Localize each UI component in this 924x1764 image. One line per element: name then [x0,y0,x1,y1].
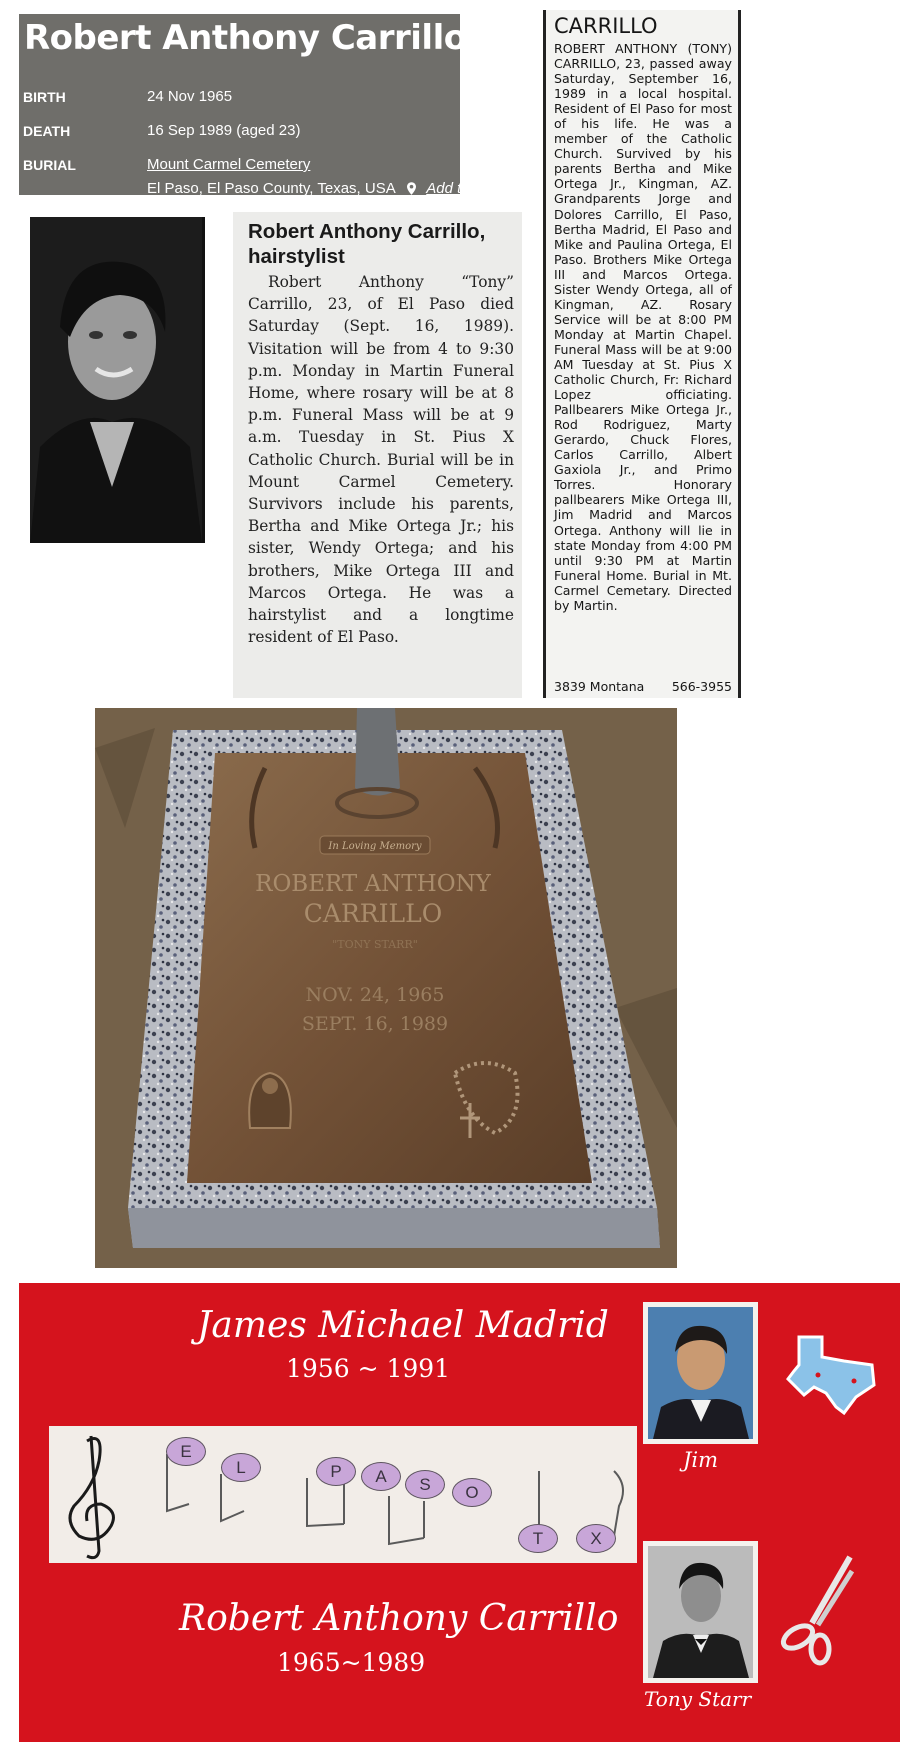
obituary-1-body: Robert Anthony “Tony” Carrillo, 23, of El Paso died Saturday (Sept. 16, 1989). Visitation will be from 4 to 9:30 p.m. Monday in Martin Funeral Home, where rosary will be at 8 p.m. Funeral Mass will be at 9 a.m. Tuesday in St. Pius X Catholic Church. Burial will be in Mount Carmel Cemetery. Survivors include his parents, Bertha and Mike Ortega Jr.; his sister, Wendy Ortega; and his brothers, Mike Ortega III and Marcos Ortega. He was a hairstylist and a longtime resident of El Paso. [248,273,514,647]
quilt-photo-jim [643,1302,758,1444]
note-letter: S [405,1470,445,1499]
note-letter: L [221,1453,261,1482]
marker-death-date: SEPT. 16, 1989 [301,1013,449,1035]
birth-label: BIRTH [23,89,66,105]
note-letter: A [361,1462,401,1491]
map-pin-icon [407,182,416,195]
quilt-years-1: 1956 ~ 1991 [286,1354,451,1383]
texas-shape-icon [784,1335,879,1415]
note-letter: O [452,1478,492,1507]
quilt-caption-jim: Jim [683,1448,719,1472]
obituary-2-heading: CARRILLO [554,14,658,38]
cemetery-link[interactable]: Mount Carmel Cemetery [147,156,311,173]
note-letter: T [518,1524,558,1553]
funeral-home-phone: 566-3955 [671,679,732,694]
portrait-illustration [30,217,202,543]
add-to-map-link[interactable]: Add to Map [426,180,503,197]
memorial-name: Robert Anthony Carrillo [24,18,467,58]
marker-nickname: "TONY STARR" [332,938,418,951]
el-paso-music-banner [49,1426,637,1563]
marker-birth-date: NOV. 24, 1965 [305,984,445,1006]
quilt-caption-tony: Tony Starr [644,1687,752,1711]
funeral-home-address: 3839 Montana [554,679,645,694]
obituary-1-headline: Robert Anthony Carrillo, hairstylist [248,220,486,268]
memorial-quilt-panel [19,1283,900,1742]
obituary-clipping-1 [233,212,522,698]
burial-label: BURIAL [23,157,76,173]
death-value: 16 Sep 1989 (aged 23) [147,122,301,139]
burial-location: El Paso, El Paso County, Texas, USA [147,180,395,197]
scissors-icon [772,1553,862,1668]
birth-value: 24 Nov 1965 [147,88,233,105]
marker-banner-text: In Loving Memory [328,841,422,852]
tony-portrait-illustration [643,1541,758,1683]
marker-name-line-1: ROBERT ANTHONY [255,871,491,897]
quilt-name-1: James Michael Madrid [197,1305,609,1346]
note-letter: P [316,1457,356,1486]
newspaper-portrait [20,209,219,557]
obituary-clipping-2 [543,10,741,698]
obituary-2-footer [554,679,732,694]
obituary-2-body: ROBERT ANTHONY (TONY) CARRILLO, 23, passed away Saturday, September 16, 1989 in a local hospital. Resident of El Paso for most of his life. He was a member of the Catholic Church. Survived by his parents Bertha and Mike Ortega Jr., Kingman, AZ. Grandparents Jorge and Dolores Carrillo, El Paso, Bertha Madrid, El Paso and Mike and Paulina Ortega, El Paso. Brothers Mike Ortega III and Marcos Ortega. Sister Wendy Ortega, all of Kingman, AZ. Rosary Service will be at 8:00 PM Monday at Martin Chapel. Funeral Mass will be at 9:00 AM Tuesday at St. Pius X Catholic Church, Fr: Richard Lopez officiating. Pallbearers Mike Ortega Jr., Rod Rodriguez, Marty Gerardo, Chuck Flores, Carlos Carrillo, Albert Gaxiola Jr., and Primo Torres. Honorary pallbearers Mike Ortega III, Jim Madrid and Marcos Ortega. Anthony will lie in state Monday from 4:00 PM until 9:30 PM at Martin Funeral Home. Burial in Mt. Carmel Cemetary. Directed by Martin. [554,41,732,613]
note-letter: X [576,1524,616,1553]
quilt-photo-tony [643,1541,758,1683]
marker-name-line-2: CARRILLO [303,899,443,928]
burial-location-line [147,180,503,197]
grave-marker-photo [95,708,677,1268]
quilt-years-2: 1965~1989 [277,1648,426,1677]
cemetery-link-wrap [147,156,310,173]
memorial-card [19,14,503,197]
death-label: DEATH [23,123,71,139]
quilt-name-2: Robert Anthony Carrillo [179,1598,619,1639]
jim-portrait-illustration [643,1302,758,1444]
grave-marker-illustration [95,708,677,1268]
note-letter: E [166,1437,206,1466]
